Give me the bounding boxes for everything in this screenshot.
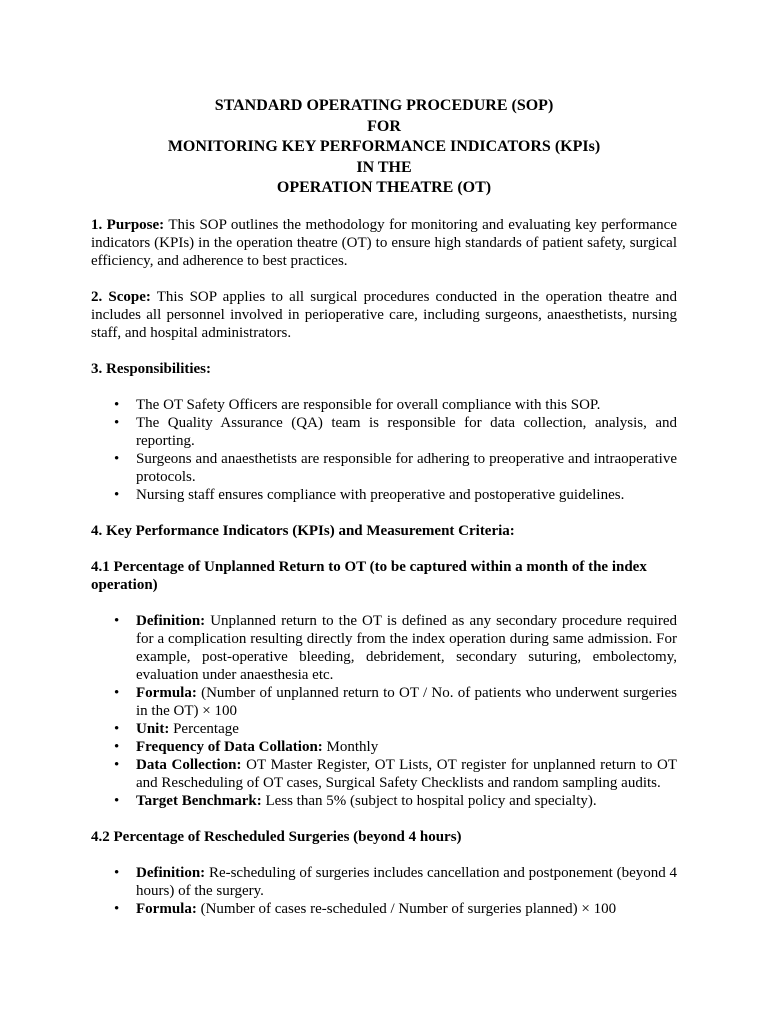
item-text: Percentage xyxy=(169,720,239,737)
item-text: Re-scheduling of surgeries includes cancellation and postponement (beyond 4 hours) of the surgery. xyxy=(136,864,677,899)
list-item xyxy=(114,612,677,684)
bullet-icon: • xyxy=(114,486,120,503)
item-label: Unit: xyxy=(136,720,170,737)
bullet-icon: • xyxy=(114,396,120,413)
title-line-3: MONITORING KEY PERFORMANCE INDICATORS (KPIs) xyxy=(167,138,601,155)
list-item xyxy=(114,900,677,918)
list-item-text: Nursing staff ensures compliance with preoperative and postoperative guidelines. xyxy=(136,486,625,503)
bullet-icon: • xyxy=(114,756,120,773)
bullet-icon: • xyxy=(114,684,120,701)
item-label: Target Benchmark: xyxy=(136,792,262,809)
bullet-icon: • xyxy=(114,414,120,431)
item-label: Formula: xyxy=(136,684,197,701)
list-item xyxy=(114,414,677,450)
title-line-1: STANDARD OPERATING PROCEDURE (SOP) xyxy=(214,97,554,114)
item-text: Less than 5% (subject to hospital policy and specialty). xyxy=(261,792,597,809)
bullet-icon: • xyxy=(114,738,120,755)
bullet-icon: • xyxy=(114,792,120,809)
title-line-5: OPERATION THEATRE (OT) xyxy=(276,179,492,196)
document-title xyxy=(91,96,677,199)
list-item xyxy=(114,396,677,414)
list-item xyxy=(114,864,677,900)
bullet-icon: • xyxy=(114,720,120,737)
scope-text: This SOP applies to all surgical procedures conducted in the operation theatre and includes all personnel involved in perioperative care, including surgeons, anaesthetists, nursing staff, and hospital administrators. xyxy=(91,288,677,341)
item-text: Monthly xyxy=(322,738,379,755)
scope-label: 2. Scope: xyxy=(91,288,151,305)
list-item-text: The OT Safety Officers are responsible for overall compliance with this SOP. xyxy=(136,396,601,413)
item-text: (Number of cases re-scheduled / Number of surgeries planned) × 100 xyxy=(196,900,617,917)
bullet-icon: • xyxy=(114,900,120,917)
kpi-4-2-heading: 4.2 Percentage of Rescheduled Surgeries (beyond 4 hours) xyxy=(91,828,462,845)
kpis-heading: 4. Key Performance Indicators (KPIs) and Measurement Criteria: xyxy=(91,522,515,539)
list-item xyxy=(114,792,677,810)
bullet-icon: • xyxy=(114,864,120,881)
bullet-icon: • xyxy=(114,450,120,467)
item-text: Unplanned return to the OT is defined as any secondary procedure required for a complication resulting directly from the index operation during same admission. For example, post-operative bleeding, debridement, secondary suturing, embolectomy, evaluation under anaesthesia etc. xyxy=(136,612,677,683)
kpi-4-1-list xyxy=(91,612,677,810)
title-line-2: FOR xyxy=(367,117,401,135)
purpose-label: 1. Purpose: xyxy=(91,216,165,233)
list-item xyxy=(114,486,677,504)
list-item xyxy=(114,720,677,738)
kpi-4-1-heading: 4.1 Percentage of Unplanned Return to OT (to be captured within a month of the index operation) xyxy=(91,558,647,593)
item-label: Data Collection: xyxy=(136,756,242,773)
responsibilities-heading: 3. Responsibilities: xyxy=(91,360,212,377)
list-item xyxy=(114,738,677,756)
purpose-text: This SOP outlines the methodology for monitoring and evaluating key performance indicators (KPIs) in the operation theatre (OT) to ensure high standards of patient safety, surgical efficiency, and adherence to best practices. xyxy=(91,216,677,269)
item-text: OT Master Register, OT Lists, OT register for unplanned return to OT and Rescheduling of OT cases, Surgical Safety Checklists and random sampling audits. xyxy=(136,756,677,791)
item-label: Definition: xyxy=(136,864,206,881)
list-item xyxy=(114,684,677,720)
bullet-icon: • xyxy=(114,612,120,629)
list-item xyxy=(114,756,677,792)
title-line-4: IN THE xyxy=(356,158,412,176)
kpi-4-2-list xyxy=(91,864,677,918)
item-label: Definition: xyxy=(136,612,206,629)
list-item-text: Surgeons and anaesthetists are responsible for adhering to preoperative and intraoperative protocols. xyxy=(136,450,677,485)
item-text: (Number of unplanned return to OT / No. of patients who underwent surgeries in the OT) × 100 xyxy=(136,684,677,719)
list-item xyxy=(114,450,677,486)
item-label: Frequency of Data Collation: xyxy=(136,738,323,755)
scope-paragraph xyxy=(91,288,677,342)
list-item-text: The Quality Assurance (QA) team is responsible for data collection, analysis, and reporting. xyxy=(136,414,677,449)
item-label: Formula: xyxy=(136,900,197,917)
purpose-paragraph xyxy=(91,216,677,270)
responsibilities-list xyxy=(91,396,677,504)
